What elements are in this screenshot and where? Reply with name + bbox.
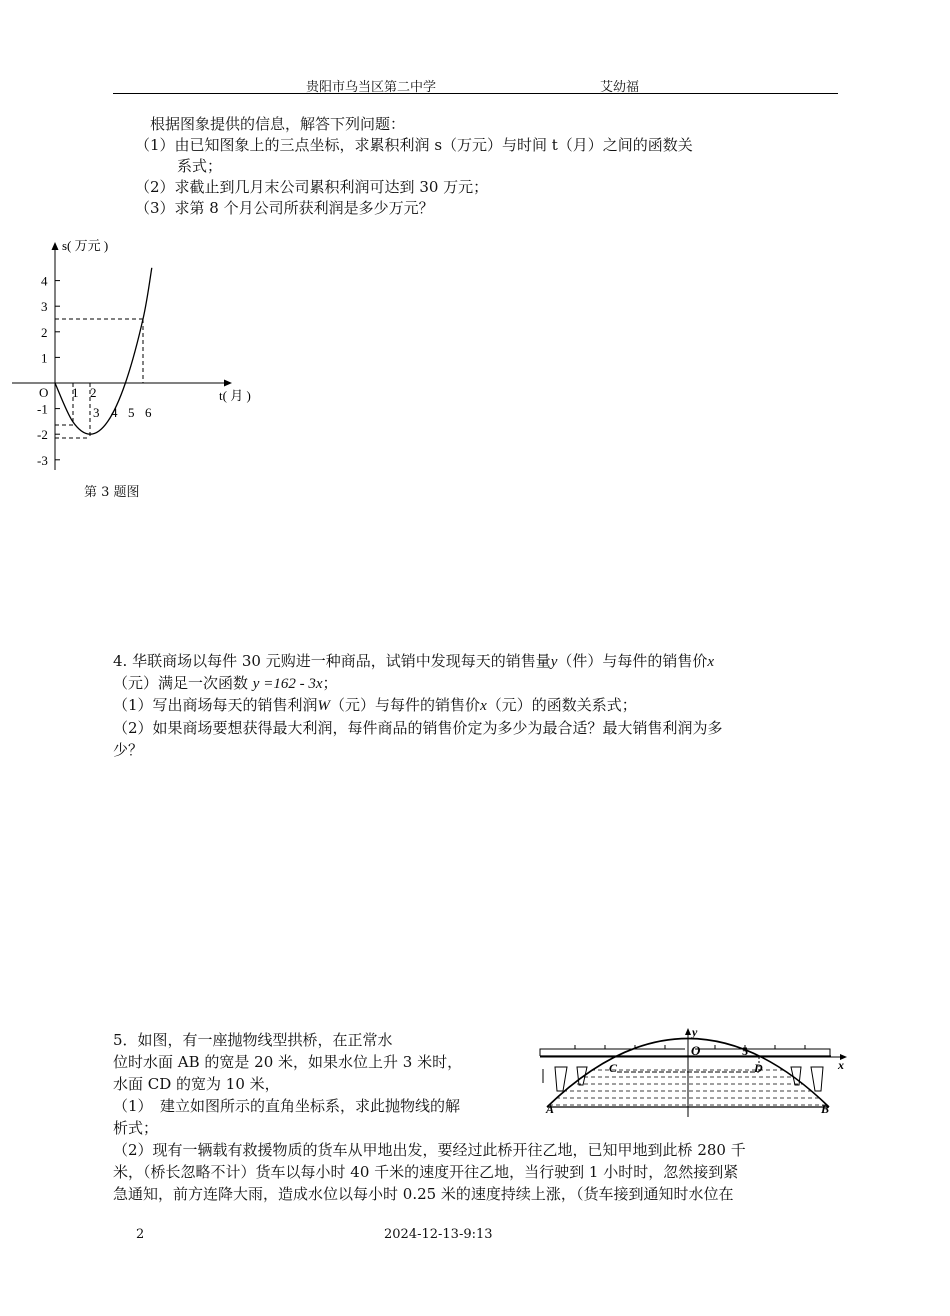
q4-var-y: y [550,654,558,670]
footer-date: 2024-12-13-9:13 [384,1227,493,1242]
bridge-piers [543,1067,823,1091]
origin-label: O [39,385,49,400]
q4-var-x: x [707,654,715,670]
q4-line1-b: （件）与每件的销售价 [557,652,708,670]
y-tick-label-2: 2 [41,324,48,340]
q4-line1-a: 4. 华联商场以每件 30 元购进一种商品，试销中发现每天的销售量 [113,652,551,670]
y-ticks [37,274,60,468]
q5-line2: 位时水面 AB 的宽是 20 米，如果水位上升 3 米时， [113,1053,463,1071]
q4-var-w: W [317,698,331,714]
q5-line4: （1） 建立如图所示的直角坐标系，求此抛物线的解 [113,1097,461,1115]
q4-line3-b: （元）与每件的销售价 [330,696,481,714]
x-tick-4: 4 [111,405,118,420]
q5-line7: 米，（桥长忽略不计）货车以每小时 40 千米的速度开往乙地，当行驶到 1 小时时，忽然接到紧 [113,1163,739,1181]
y-tick-label-3: 1 [41,350,48,366]
bridge-diagram [535,1025,850,1125]
q4-line2 [113,672,338,695]
bridge-railing [540,1049,830,1056]
q4-line2-b: ； [322,674,338,692]
x-tick-5: 5 [128,405,135,420]
bridge-label-origin: O [691,1043,701,1058]
figure3-graph [0,230,300,520]
x-tick-2: 2 [90,385,97,400]
x-axis-arrow-icon [224,380,232,387]
figure3-caption: 第 3 题图 [84,485,140,500]
header-author: 艾幼福 [600,80,640,95]
q4-var-x2: x [480,698,487,714]
y-axis-arrow-icon [52,242,59,250]
q3-intro: 根据图象提供的信息，解答下列问题： [150,115,406,133]
y-tick-label-0: 4 [41,273,48,289]
header-rule [113,93,838,94]
q4-line1 [113,650,714,673]
profit-curve [55,268,152,434]
y-tick-label-6: -3 [37,452,48,468]
bridge-label-x: x [838,1058,844,1072]
q4-line3 [113,694,637,717]
q5-line3: 水面 CD 的宽为 10 米， [113,1075,280,1093]
x-tick-3: 3 [93,405,100,420]
bridge-label-c: C [609,1061,618,1075]
q3-part1-line2: 系式； [177,157,223,175]
y-tick-label-5: -2 [37,427,48,443]
bridge-label-a: A [546,1102,555,1116]
bridge-label-b: B [821,1102,830,1116]
q4-line4: （2）如果商场要想获得最大利润，每件商品的销售价定为多少为最合适？最大销售利润为多 [113,719,723,737]
water-region [535,1070,850,1105]
q5-line8: 急通知，前方连降大雨，造成水位以每小时 0.25 米的速度持续上涨，（货车接到通知时水位在 [113,1185,734,1203]
bridge-label-y: y [692,1025,698,1039]
q4-formula: y =162 - 3x [252,676,323,692]
q3-part1-line1: （1）由已知图象上的三点坐标，求累积利润 s（万元）与时间 t（月）之间的函数关 [135,136,693,154]
q4-line5: 少？ [113,741,144,759]
footer-page-number: 2 [136,1227,145,1242]
q4-line3-c: （元）的函数关系式； [486,696,637,714]
q4-line3-a: （1）写出商场每天的销售利润 [113,696,318,714]
q3-part2: （2）求截止到几月末公司累积利润可达到 30 万元； [135,178,489,196]
bridge-label-d: D [754,1061,763,1075]
y-tick-label-4: -1 [37,401,48,417]
q5-line1: 5．如图，有一座抛物线型拱桥，在正常水 [113,1031,393,1049]
header-school: 贵阳市乌当区第二中学 [306,80,437,95]
q5-line6: （2）现有一辆载有救援物质的货车从甲地出发，要经过此桥开往乙地，已知甲地到此桥 280 千 [113,1141,746,1159]
q4-line2-a: （元）满足一次函数 [113,674,249,692]
railing-posts [575,1045,805,1049]
q5-line5: 析式； [113,1119,159,1137]
x-tick-1: 1 [72,385,79,400]
q3-part3: （3）求第 8 个月公司所获利润是多少万元？ [135,199,434,217]
y-axis-label: s( 万元 ) [62,238,109,253]
x-axis-label: t( 月 ) [219,388,251,403]
bridge-label-five: 5 [742,1044,748,1058]
bridge-y-arrow-icon [685,1028,691,1035]
y-tick-label-1: 3 [41,299,48,315]
x-tick-6: 6 [145,405,152,420]
